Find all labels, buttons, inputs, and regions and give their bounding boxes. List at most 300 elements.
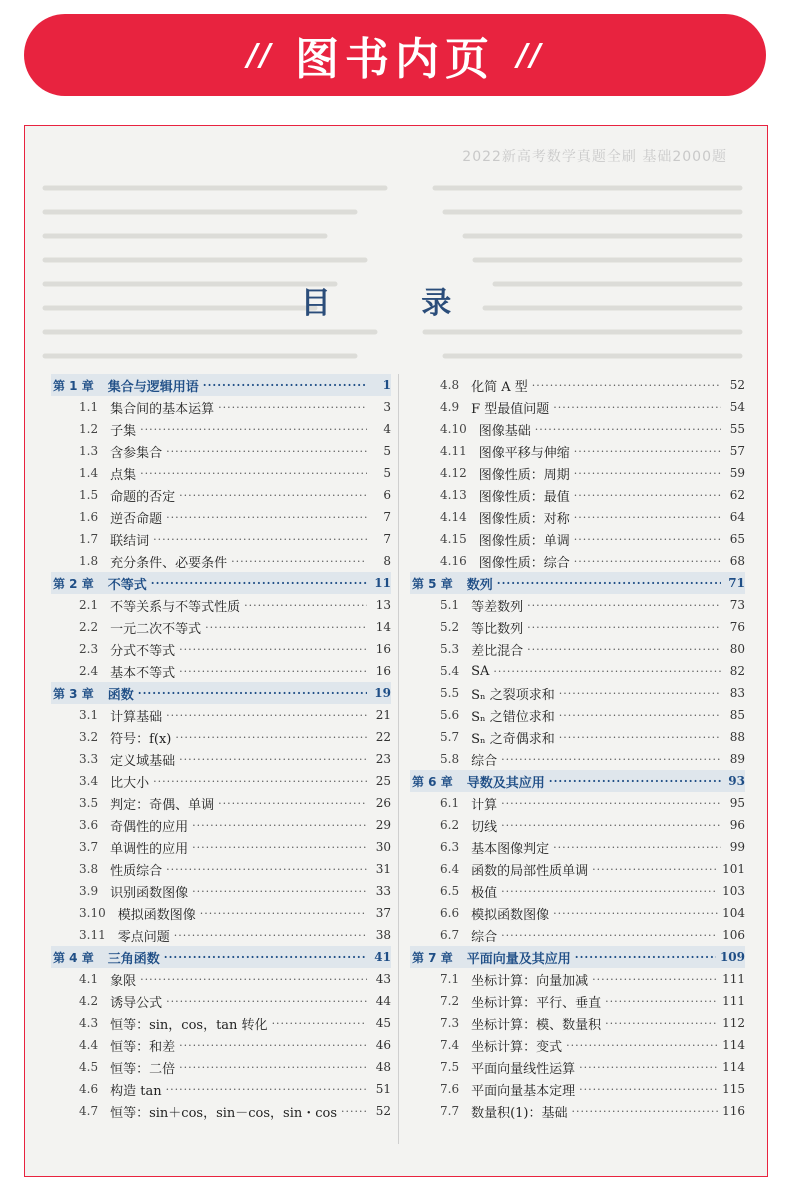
toc-entry-page: 76	[729, 620, 745, 634]
toc-entry-title: 导数及其应用	[466, 775, 545, 791]
toc-entry-number: 3.3	[79, 752, 99, 766]
toc-section-row	[51, 792, 391, 814]
toc-entry-number: 3.4	[79, 774, 99, 788]
toc-entry-page: 71	[728, 576, 745, 590]
toc-entry-number: 1.6	[79, 510, 99, 524]
toc-section-row	[410, 1034, 745, 1056]
toc-entry-number: 1.3	[79, 444, 99, 458]
toc-entry-number: 7.3	[440, 1016, 460, 1030]
toc-entry-title: 数列	[466, 577, 493, 593]
toc-entry-page: 37	[375, 906, 391, 920]
toc-section-row	[410, 1078, 745, 1100]
toc-section-row	[51, 748, 391, 770]
toc-entry-number: 3.6	[79, 818, 99, 832]
toc-entry-page: 52	[729, 378, 745, 392]
toc-entry-title: 模拟函数图像	[117, 907, 196, 923]
toc-right-column	[410, 374, 745, 1122]
toc-entry-number: 5.3	[440, 642, 460, 656]
toc-entry-number: 4.10	[440, 422, 467, 436]
toc-leader-dots	[341, 1105, 367, 1118]
toc-entry-page: 111	[722, 972, 745, 986]
toc-chapter-row	[410, 572, 745, 594]
toc-leader-dots	[572, 1105, 719, 1118]
toc-leader-dots	[501, 819, 721, 832]
toc-leader-dots	[501, 753, 721, 766]
toc-entry-title: 函数	[107, 687, 134, 703]
toc-leader-dots	[535, 423, 721, 436]
toc-entry-number: 2.1	[79, 598, 99, 612]
toc-entry-number: 4.14	[440, 510, 467, 524]
toc-section-row	[410, 440, 745, 462]
toc-leader-dots	[493, 665, 721, 678]
toc-section-row	[51, 1056, 391, 1078]
toc-leader-dots	[501, 885, 718, 898]
toc-entry-title: 诱导公式	[110, 995, 163, 1011]
toc-section-row	[51, 880, 391, 902]
toc-section-row	[410, 1100, 745, 1122]
toc-entry-page: 85	[729, 708, 745, 722]
toc-entry-page: 104	[722, 906, 745, 920]
toc-entry-number: 7.2	[440, 994, 460, 1008]
toc-entry-number: 2.3	[79, 642, 99, 656]
toc-leader-dots	[553, 401, 721, 414]
toc-entry-number: 5.7	[440, 730, 460, 744]
toc-entry-number: 4.13	[440, 488, 467, 502]
toc-entry-page: 29	[375, 818, 391, 832]
toc-leader-dots	[179, 643, 367, 656]
toc-section-row	[51, 594, 391, 616]
toc-entry-page: 48	[375, 1060, 391, 1074]
toc-leader-dots	[501, 797, 721, 810]
toc-entry-page: 3	[383, 400, 391, 414]
toc-leader-dots	[138, 687, 367, 700]
toc-entry-title: 子集	[110, 423, 137, 439]
toc-entry-number: 4.2	[79, 994, 99, 1008]
toc-leader-dots	[574, 555, 721, 568]
toc-entry-number: 3.10	[79, 906, 106, 920]
toc-leader-dots	[527, 599, 721, 612]
toc-leader-dots	[166, 709, 367, 722]
toc-entry-number: 1.4	[79, 466, 99, 480]
toc-section-row	[51, 858, 391, 880]
toc-leader-dots	[192, 885, 367, 898]
banner-right-slashes: //	[517, 37, 543, 73]
toc-entry-title: 计算基础	[110, 709, 163, 725]
toc-leader-dots	[218, 401, 367, 414]
toc-section-row	[51, 968, 391, 990]
toc-entry-page: 33	[375, 884, 391, 898]
toc-entry-title: 联结词	[110, 533, 150, 549]
toc-leader-dots	[151, 577, 367, 590]
toc-entry-number: 6.6	[440, 906, 460, 920]
toc-entry-page: 80	[729, 642, 745, 656]
toc-leader-dots	[497, 577, 721, 590]
toc-entry-page: 5	[383, 444, 391, 458]
toc-entry-title: Sₙ 之奇偶求和	[471, 731, 555, 747]
toc-entry-title: 充分条件、必要条件	[110, 555, 228, 571]
toc-leader-dots	[532, 379, 721, 392]
toc-entry-number: 4.16	[440, 554, 467, 568]
toc-leader-dots	[179, 1061, 367, 1074]
toc-entry-page: 93	[728, 774, 745, 788]
toc-entry-number: 4.15	[440, 532, 467, 546]
toc-section-row	[410, 550, 745, 572]
toc-entry-page: 22	[375, 730, 391, 744]
toc-entry-number: 4.8	[440, 378, 460, 392]
toc-section-row	[410, 528, 745, 550]
toc-section-row	[410, 814, 745, 836]
toc-entry-page: 116	[722, 1104, 745, 1118]
toc-entry-title: 构造 tan	[110, 1083, 162, 1099]
toc-title: 目 录	[300, 286, 492, 321]
toc-section-row	[51, 726, 391, 748]
toc-entry-number: 7.1	[440, 972, 460, 986]
toc-section-row	[51, 550, 391, 572]
toc-section-row	[51, 704, 391, 726]
toc-leader-dots	[140, 973, 367, 986]
toc-entry-title: 综合	[471, 929, 498, 945]
column-divider	[398, 374, 399, 1144]
toc-entry-number: 5.5	[440, 686, 460, 700]
toc-entry-page: 114	[722, 1038, 745, 1052]
toc-entry-number: 4.6	[79, 1082, 99, 1096]
toc-entry-page: 25	[375, 774, 391, 788]
toc-leader-dots	[559, 709, 721, 722]
toc-entry-title: 图像性质：最值	[478, 489, 570, 505]
toc-entry-title: 图像性质：单调	[478, 533, 570, 549]
toc-leader-dots	[153, 533, 367, 546]
toc-entry-page: 44	[375, 994, 391, 1008]
toc-entry-number: 5.2	[440, 620, 460, 634]
toc-entry-number: 第 1 章	[53, 378, 94, 393]
toc-leader-dots	[579, 1061, 718, 1074]
toc-leader-dots	[179, 665, 367, 678]
toc-leader-dots	[166, 863, 367, 876]
toc-entry-page: 68	[729, 554, 745, 568]
toc-entry-number: 3.11	[79, 928, 106, 942]
toc-entry-number: 第 6 章	[412, 774, 453, 789]
toc-leader-dots	[272, 1017, 367, 1030]
toc-entry-page: 13	[375, 598, 391, 612]
toc-entry-title: 切线	[471, 819, 498, 835]
toc-leader-dots	[579, 1083, 718, 1096]
toc-entry-title: 恒等：和差	[110, 1039, 176, 1055]
toc-entry-page: 65	[729, 532, 745, 546]
toc-entry-number: 6.4	[440, 862, 460, 876]
toc-entry-title: 点集	[110, 467, 137, 483]
toc-section-row	[410, 462, 745, 484]
toc-entry-number: 1.5	[79, 488, 99, 502]
toc-entry-number: 4.9	[440, 400, 460, 414]
toc-entry-page: 59	[729, 466, 745, 480]
toc-section-row	[51, 836, 391, 858]
toc-leader-dots	[166, 511, 367, 524]
toc-entry-page: 95	[729, 796, 745, 810]
toc-entry-page: 96	[729, 818, 745, 832]
toc-entry-number: 7.6	[440, 1082, 460, 1096]
toc-entry-page: 41	[374, 950, 391, 964]
book-page-photo	[24, 125, 768, 1177]
toc-entry-title: 坐标计算：向量加减	[471, 973, 589, 989]
toc-entry-page: 16	[375, 664, 391, 678]
toc-entry-title: Sₙ 之裂项求和	[471, 687, 555, 703]
toc-entry-number: 6.3	[440, 840, 460, 854]
toc-entry-title: 集合与逻辑用语	[107, 379, 199, 395]
toc-entry-title: 一元二次不等式	[110, 621, 202, 637]
toc-entry-title: 图像性质：周期	[478, 467, 570, 483]
toc-section-row	[51, 418, 391, 440]
toc-entry-page: 5	[383, 466, 391, 480]
toc-leader-dots	[605, 1017, 718, 1030]
toc-leader-dots	[200, 907, 367, 920]
toc-entry-page: 30	[375, 840, 391, 854]
toc-entry-number: 第 2 章	[53, 576, 94, 591]
toc-entry-title: 图像性质：对称	[478, 511, 570, 527]
toc-chapter-row	[410, 770, 745, 792]
toc-section-row	[410, 990, 745, 1012]
toc-entry-number: 第 7 章	[412, 950, 453, 965]
toc-section-row	[410, 704, 745, 726]
toc-entry-title: 基本图像判定	[471, 841, 550, 857]
toc-section-row	[51, 1034, 391, 1056]
toc-entry-page: 31	[375, 862, 391, 876]
toc-section-row	[51, 660, 391, 682]
toc-section-row	[410, 836, 745, 858]
toc-entry-number: 7.5	[440, 1060, 460, 1074]
toc-section-row	[51, 462, 391, 484]
toc-entry-number: 6.2	[440, 818, 460, 832]
toc-leader-dots	[179, 1039, 367, 1052]
toc-entry-title: 数量积(1)：基础	[471, 1105, 568, 1121]
toc-entry-page: 73	[729, 598, 745, 612]
toc-section-row	[410, 506, 745, 528]
toc-entry-page: 112	[722, 1016, 745, 1030]
toc-entry-page: 7	[383, 532, 391, 546]
toc-entry-title: 识别函数图像	[110, 885, 189, 901]
toc-section-row	[410, 748, 745, 770]
toc-leader-dots	[205, 621, 367, 634]
toc-entry-title: 分式不等式	[110, 643, 176, 659]
toc-entry-number: 3.2	[79, 730, 99, 744]
toc-entry-page: 109	[719, 950, 745, 964]
toc-entry-title: 基本不等式	[110, 665, 176, 681]
toc-entry-page: 21	[375, 708, 391, 722]
toc-entry-title: 坐标计算：变式	[471, 1039, 563, 1055]
toc-entry-page: 54	[729, 400, 745, 414]
toc-entry-title: 恒等：sin，cos，tan 转化	[110, 1017, 268, 1033]
toc-section-row	[51, 924, 391, 946]
toc-entry-title: 差比混合	[471, 643, 524, 659]
toc-entry-page: 89	[729, 752, 745, 766]
toc-section-row	[51, 814, 391, 836]
toc-entry-title: 象限	[110, 973, 137, 989]
toc-left-column	[51, 374, 391, 1122]
toc-section-row	[51, 484, 391, 506]
toc-entry-page: 8	[383, 554, 391, 568]
toc-entry-number: 6.5	[440, 884, 460, 898]
toc-entry-title: 等差数列	[471, 599, 524, 615]
toc-section-row	[410, 792, 745, 814]
toc-entry-number: 6.7	[440, 928, 460, 942]
toc-entry-page: 16	[375, 642, 391, 656]
toc-entry-title: 命题的否定	[110, 489, 176, 505]
toc-entry-number: 5.1	[440, 598, 460, 612]
toc-section-row	[51, 528, 391, 550]
toc-entry-page: 101	[722, 862, 745, 876]
toc-section-row	[410, 594, 745, 616]
toc-leader-dots	[164, 951, 367, 964]
toc-entry-title: 定义域基础	[110, 753, 176, 769]
toc-entry-page: 103	[722, 884, 745, 898]
toc-entry-number: 2.2	[79, 620, 99, 634]
toc-entry-title: 平面向量基本定理	[471, 1083, 576, 1099]
toc-entry-number: 1.7	[79, 532, 99, 546]
toc-chapter-row	[51, 374, 391, 396]
toc-leader-dots	[574, 511, 721, 524]
toc-entry-page: 45	[375, 1016, 391, 1030]
toc-entry-title: 集合间的基本运算	[110, 401, 215, 417]
toc-entry-title: 单调性的应用	[110, 841, 189, 857]
toc-section-row	[410, 1012, 745, 1034]
toc-entry-page: 6	[383, 488, 391, 502]
toc-entry-title: 等比数列	[471, 621, 524, 637]
toc-entry-number: 2.4	[79, 664, 99, 678]
toc-section-row	[410, 1056, 745, 1078]
toc-section-row	[410, 374, 745, 396]
toc-entry-title: 含参集合	[110, 445, 163, 461]
toc-entry-title: 图像性质：综合	[478, 555, 570, 571]
toc-section-row	[410, 396, 745, 418]
toc-entry-number: 1.8	[79, 554, 99, 568]
toc-entry-number: 4.1	[79, 972, 99, 986]
toc-entry-page: 106	[722, 928, 745, 942]
toc-leader-dots	[553, 907, 718, 920]
toc-section-row	[410, 418, 745, 440]
toc-entry-number: 6.1	[440, 796, 460, 810]
toc-leader-dots	[192, 819, 367, 832]
toc-section-row	[51, 1012, 391, 1034]
toc-entry-number: 4.12	[440, 466, 467, 480]
toc-entry-page: 111	[722, 994, 745, 1008]
toc-entry-number: 3.8	[79, 862, 99, 876]
toc-entry-title: 图像平移与伸缩	[478, 445, 570, 461]
toc-entry-title: 奇偶性的应用	[110, 819, 189, 835]
toc-entry-title: 极值	[471, 885, 498, 901]
toc-entry-title: 综合	[471, 753, 498, 769]
toc-leader-dots	[592, 863, 718, 876]
toc-entry-page: 55	[729, 422, 745, 436]
toc-entry-title: 不等式	[107, 577, 147, 593]
toc-entry-title: 零点问题	[117, 929, 170, 945]
toc-entry-number: 第 5 章	[412, 576, 453, 591]
toc-section-row	[410, 616, 745, 638]
toc-entry-page: 88	[729, 730, 745, 744]
toc-leader-dots	[166, 1083, 367, 1096]
toc-leader-dots	[244, 599, 367, 612]
toc-section-row	[51, 506, 391, 528]
toc-section-row	[410, 484, 745, 506]
banner-title: 图书内页	[295, 34, 495, 85]
toc-leader-dots	[527, 621, 721, 634]
toc-entry-number: 1.1	[79, 400, 99, 414]
toc-entry-title: 平面向量及其应用	[466, 951, 571, 967]
toc-entry-title: 判定：奇偶、单调	[110, 797, 215, 813]
toc-leader-dots	[549, 775, 721, 788]
toc-section-row	[51, 1078, 391, 1100]
toc-entry-number: 5.8	[440, 752, 460, 766]
toc-entry-page: 38	[375, 928, 391, 942]
toc-section-row	[51, 1100, 391, 1122]
toc-section-row	[51, 396, 391, 418]
toc-leader-dots	[140, 423, 367, 436]
toc-entry-number: 7.7	[440, 1104, 460, 1118]
toc-entry-page: 19	[374, 686, 391, 700]
toc-leader-dots	[575, 951, 716, 964]
toc-entry-title: 性质综合	[110, 863, 163, 879]
toc-entry-title: 坐标计算：平行、垂直	[471, 995, 602, 1011]
toc-entry-page: 82	[729, 664, 745, 678]
toc-entry-page: 23	[375, 752, 391, 766]
toc-leader-dots	[574, 533, 721, 546]
toc-leader-dots	[153, 775, 367, 788]
toc-section-row	[51, 770, 391, 792]
toc-entry-page: 52	[375, 1104, 391, 1118]
toc-leader-dots	[174, 929, 367, 942]
toc-entry-page: 99	[729, 840, 745, 854]
toc-entry-title: SA	[471, 663, 490, 679]
toc-chapter-row	[51, 682, 391, 704]
toc-entry-page: 51	[375, 1082, 391, 1096]
toc-entry-title: 符号：f(x)	[110, 731, 172, 747]
toc-entry-page: 46	[375, 1038, 391, 1052]
toc-leader-dots	[179, 489, 367, 502]
toc-section-row	[410, 638, 745, 660]
toc-entry-page: 4	[383, 422, 391, 436]
toc-section-row	[51, 616, 391, 638]
toc-leader-dots	[175, 731, 367, 744]
toc-leader-dots	[218, 797, 367, 810]
toc-entry-number: 5.6	[440, 708, 460, 722]
toc-leader-dots	[553, 841, 721, 854]
toc-chapter-row	[410, 946, 745, 968]
toc-entry-page: 62	[729, 488, 745, 502]
toc-section-row	[51, 638, 391, 660]
toc-entry-number: 第 3 章	[53, 686, 94, 701]
toc-entry-number: 3.1	[79, 708, 99, 722]
toc-leader-dots	[559, 731, 721, 744]
toc-section-row	[410, 660, 745, 682]
toc-entry-title: 化简 A 型	[471, 379, 528, 395]
toc-section-row	[410, 902, 745, 924]
toc-entry-page: 14	[375, 620, 391, 634]
toc-entry-title: 坐标计算：模、数量积	[471, 1017, 602, 1033]
toc-entry-number: 4.4	[79, 1038, 99, 1052]
toc-entry-title: 三角函数	[107, 951, 160, 967]
toc-entry-title: 模拟函数图像	[471, 907, 550, 923]
toc-entry-number: 7.4	[440, 1038, 460, 1052]
toc-entry-number: 第 4 章	[53, 950, 94, 965]
show-through-header: 2022新高考数学真题全刷 基础2000题	[462, 149, 727, 165]
toc-entry-page: 1	[382, 378, 391, 392]
toc-entry-number: 4.7	[79, 1104, 99, 1118]
toc-entry-page: 11	[374, 576, 391, 590]
toc-entry-number: 3.9	[79, 884, 99, 898]
toc-section-row	[410, 968, 745, 990]
toc-entry-number: 3.7	[79, 840, 99, 854]
toc-leader-dots	[231, 555, 367, 568]
toc-entry-page: 114	[722, 1060, 745, 1074]
toc-entry-title: 不等关系与不等式性质	[110, 599, 241, 615]
